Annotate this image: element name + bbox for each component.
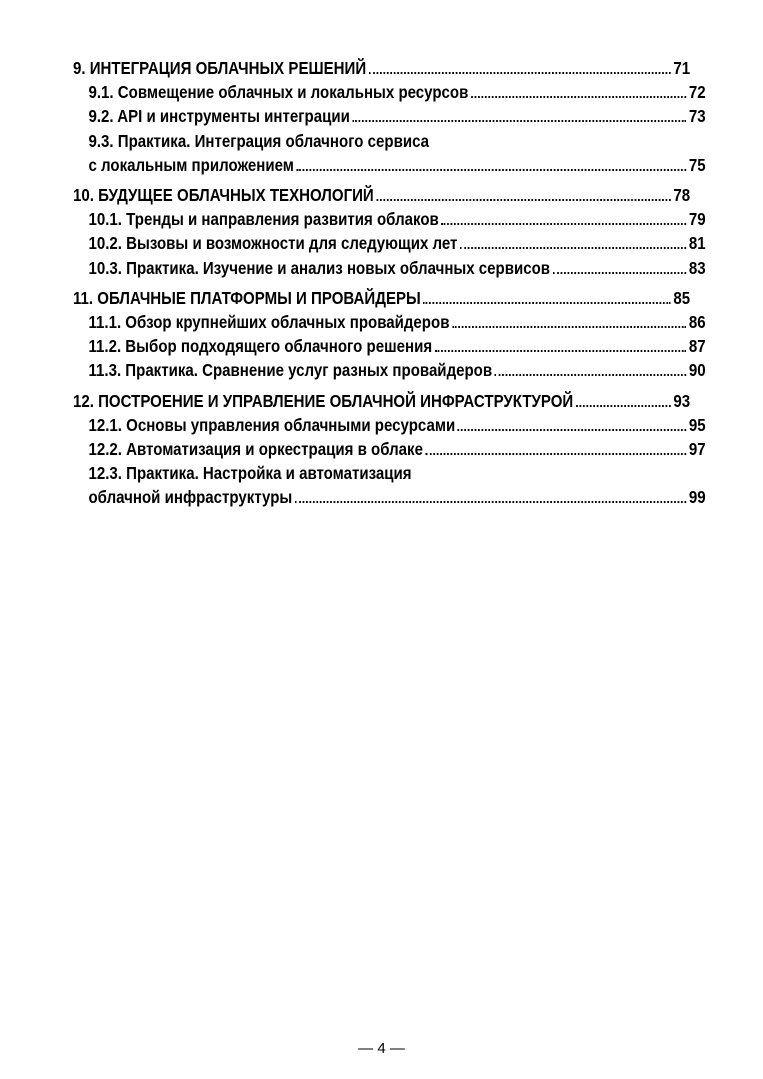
dot-leader [297, 169, 687, 171]
toc-section-entry[interactable] [73, 207, 706, 231]
toc-entry-title: 11. ОБЛАЧНЫЕ ПЛАТФОРМЫ И ПРОВАЙДЕРЫ [73, 287, 421, 308]
dot-leader [458, 429, 686, 431]
toc-entry-title: 10.2. Вызовы и возможности для следующих лет [88, 233, 458, 254]
toc-entry-page: 99 [688, 487, 706, 508]
toc-entry-page: 72 [688, 82, 706, 103]
toc-entry-title: 11.2. Выбор подходящего облачного решения [88, 336, 433, 357]
toc-section-entry[interactable] [73, 256, 706, 280]
toc-entry-title: 11.3. Практика. Сравнение услуг разных провайдеров [88, 360, 493, 381]
toc-section-entry[interactable] [73, 413, 706, 437]
toc-section-entry[interactable] [73, 485, 706, 509]
page-number: — 4 — [358, 1040, 405, 1057]
dot-leader [426, 453, 687, 455]
dot-leader [423, 302, 670, 304]
toc-entry-title: облачной инфраструктуры [88, 487, 293, 508]
toc-chapter-entry[interactable] [73, 389, 690, 413]
toc-entry-title: 10.3. Практика. Изучение и анализ новых облачных сервисов [88, 257, 551, 278]
toc-entry-title: 12. ПОСТРОЕНИЕ И УПРАВЛЕНИЕ ОБЛАЧНОЙ ИНФРАСТРУКТУРОЙ [73, 390, 574, 411]
dot-leader [376, 199, 670, 201]
dot-leader [295, 501, 686, 503]
toc-entry-page: 87 [688, 336, 706, 357]
toc-section-entry[interactable] [73, 334, 706, 358]
dot-leader [369, 72, 671, 74]
toc-section-entry[interactable] [73, 104, 706, 128]
toc-chapter-entry[interactable] [73, 286, 690, 310]
toc-entry-title: 9.2. API и инструменты интеграции [88, 106, 350, 127]
dot-leader [471, 96, 686, 98]
toc-entry-page: 78 [673, 185, 691, 206]
toc-section-entry[interactable] [73, 80, 706, 104]
toc-chapter-11 [73, 286, 706, 383]
toc-section-entry[interactable] [73, 310, 706, 334]
toc-entry-page: 95 [688, 414, 706, 435]
toc-entry-page: 71 [673, 58, 691, 78]
dot-leader [553, 272, 687, 274]
toc-chapter-10 [73, 183, 706, 280]
table-of-contents [73, 56, 706, 516]
toc-entry-page: 75 [688, 154, 706, 175]
dot-leader [495, 374, 687, 376]
toc-entry-title: 9.1. Совмещение облачных и локальных ресурсов [88, 82, 469, 103]
toc-entry-page: 97 [688, 439, 706, 460]
toc-entry-page: 79 [688, 209, 706, 230]
toc-entry-title: 12.1. Основы управления облачными ресурсами [88, 414, 456, 435]
toc-entry-page: 93 [673, 390, 691, 411]
dot-leader [352, 120, 686, 122]
toc-entry-page: 86 [688, 312, 706, 333]
dot-leader [441, 223, 686, 225]
toc-entry-title: 11.1. Обзор крупнейших облачных провайдеров [88, 312, 450, 333]
toc-chapter-12 [73, 389, 706, 510]
toc-section-entry[interactable] [73, 231, 706, 255]
toc-entry-title: 9. ИНТЕГРАЦИЯ ОБЛАЧНЫХ РЕШЕНИЙ [73, 58, 367, 78]
dot-leader [576, 405, 671, 407]
toc-entry-title: 10. БУДУЩЕЕ ОБЛАЧНЫХ ТЕХНОЛОГИЙ [73, 185, 374, 206]
toc-entry-title: 12.2. Автоматизация и оркестрация в облаке [88, 439, 423, 460]
toc-chapter-entry[interactable] [73, 56, 690, 80]
toc-section-entry[interactable] [73, 153, 706, 177]
toc-chapter-entry[interactable] [73, 183, 690, 207]
toc-entry-page: 85 [673, 287, 691, 308]
toc-chapter-9 [73, 56, 706, 177]
toc-entry-page: 83 [688, 257, 706, 278]
dot-leader [435, 350, 687, 352]
toc-entry-title: 10.1. Тренды и направления развития облаков [88, 209, 439, 230]
toc-entry-page: 81 [688, 233, 706, 254]
toc-section-entry[interactable] [73, 358, 706, 382]
toc-entry-page: 90 [688, 360, 706, 381]
toc-entry-title: с локальным приложением [88, 154, 294, 175]
toc-entry-title-line1: 12.3. Практика. Настройка и автоматизация [88, 463, 412, 484]
dot-leader [452, 326, 686, 328]
toc-entry-page: 73 [688, 106, 706, 127]
toc-section-entry[interactable] [73, 437, 706, 461]
toc-entry-title-line1: 9.3. Практика. Интеграция облачного сервиса [88, 130, 430, 151]
dot-leader [460, 247, 686, 249]
